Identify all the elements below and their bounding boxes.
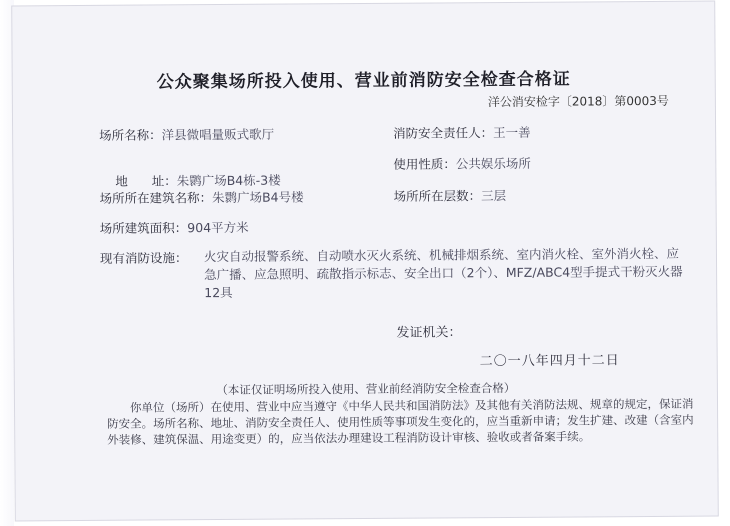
facilities-label: 现有消防设施： bbox=[99, 250, 188, 266]
usage-value: 公共娱乐场所 bbox=[455, 155, 531, 172]
area-label: 场所建筑面积： bbox=[99, 220, 188, 236]
building-value: 朱鹮广场B4号楼 bbox=[212, 189, 304, 206]
building-label: 场所所在建筑名称： bbox=[99, 190, 213, 206]
floor-label: 场所所在层数： bbox=[393, 188, 482, 204]
certificate-page bbox=[12, 2, 718, 521]
venue-name-label: 场所名称： bbox=[99, 127, 162, 143]
safety-officer-label: 消防安全责任人： bbox=[393, 125, 494, 141]
venue-name-field bbox=[99, 125, 274, 144]
area-field bbox=[100, 218, 249, 237]
issue-date: 二〇一八年四月十二日 bbox=[479, 353, 620, 370]
usage-field bbox=[393, 154, 531, 173]
address-value: 朱鹮广场B4栋-3楼 bbox=[176, 172, 281, 189]
floor-value: 三层 bbox=[481, 188, 507, 204]
facilities-value: 火灾自动报警系统、自动喷水灭火系统、机械排烟系统、室内消火栓、室外消火栓、应急广播、应急照明、疏散指示标志、安全出口（2个）、MFZ/ABC4型手提式干粉灭火器12具 bbox=[203, 245, 683, 301]
safety-officer-field bbox=[393, 123, 531, 142]
document-number: 洋公消安检字〔2018〕第0003号 bbox=[487, 93, 669, 110]
area-value: 904平方米 bbox=[187, 219, 249, 236]
floor-field bbox=[393, 186, 506, 205]
building-field bbox=[99, 187, 303, 206]
certificate-title: 公众聚集场所投入使用、营业前消防安全检查合格证 bbox=[156, 69, 571, 93]
issuing-authority-label: 发证机关： bbox=[396, 325, 462, 341]
note-title: （本证仅证明场所投入使用、营业前经消防安全检查合格） bbox=[216, 380, 516, 398]
facilities-field bbox=[100, 245, 690, 303]
address-label: 地 址： bbox=[115, 173, 177, 189]
usage-label: 使用性质： bbox=[393, 156, 456, 172]
note-text: 你单位（场所）在使用、营业中应当遵守《中华人民共和国消防法》及其他有关消防法规、规章的规定，保证消防安全。场所名称、地址、消防安全责任人、使用性质等事项发生变化的，应当重新申请；发生扩建、改建（含室内外装修、建筑保温、用途变更）的，应当依法办理建设工程消防设计审核、验收或者备案手续。 bbox=[107, 396, 694, 447]
venue-name-value: 洋县微唱量贩式歌厅 bbox=[161, 126, 275, 143]
safety-officer-value: 王一善 bbox=[493, 124, 531, 141]
